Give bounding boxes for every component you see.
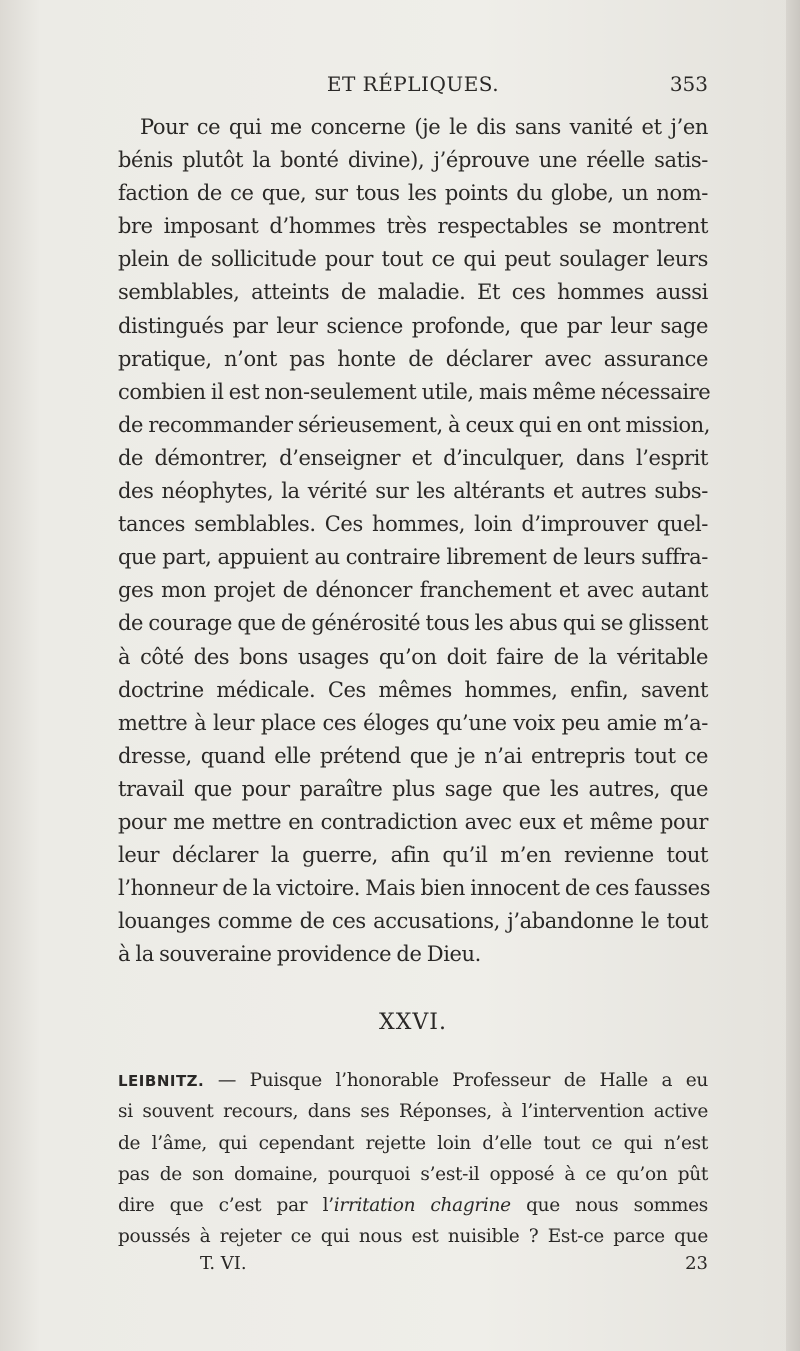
dialogue-paragraph [118, 1065, 708, 1253]
sheet-number: 23 [685, 1253, 708, 1274]
dialogue-line: si souvent recours, dans ses Réponses, à l’intervention active [118, 1101, 708, 1123]
body-line: mettre à leur place ces éloges qu’une voix peu amie m’a- [118, 710, 708, 735]
body-line: que part, appuient au contraire librement de leurs suffra- [118, 545, 708, 570]
body-line: faction de ce que, sur tous les points du globe, un nom- [118, 181, 708, 206]
signature-mark: T. VI. [200, 1253, 247, 1274]
body-line: dresse, quand elle prétend que je n’ai entrepris tout ce [118, 743, 708, 768]
body-line: Pour ce qui me concerne (je le dis sans vanité et j’en [140, 115, 708, 139]
dialogue-line: de l’âme, qui cependant rejette loin d’elle tout ce qui n’est [118, 1132, 708, 1154]
body-line: à la souveraine providence de Dieu. [118, 942, 481, 967]
section-heading: XXVI. [379, 1010, 447, 1035]
speaker-name: LEIBNITZ. [118, 1072, 205, 1090]
body-paragraph [118, 111, 711, 971]
body-line: plein de sollicitude pour tout ce qui peut soulager leurs [118, 247, 708, 272]
dialogue-text: — Puisque l’honorable Professeur de Halle a eu [204, 1070, 708, 1091]
dialogue-line: poussés à rejeter ce qui nous est nuisible ? Est-ce parce que [118, 1226, 708, 1248]
dialogue-line [118, 1190, 708, 1221]
body-line: tances semblables. Ces hommes, loin d’improuver quel- [118, 512, 708, 537]
body-line: travail que pour paraître plus sage que les autres, que [118, 776, 708, 801]
body-line: semblables, atteints de maladie. Et ces hommes aussi [118, 280, 708, 305]
body-line: combien il est non-seulement utile, mais même nécessaire [118, 379, 711, 404]
page-edge [786, 0, 800, 1351]
body-line: de démontrer, d’enseigner et d’inculquer, dans l’esprit [118, 445, 708, 470]
body-line: leur déclarer la guerre, afin qu’il m’en revienne tout [118, 843, 708, 868]
page-footer [200, 1253, 708, 1281]
body-line: doctrine médicale. Ces mêmes hommes, enfin, savent [118, 677, 708, 702]
body-line: l’honneur de la victoire. Mais bien innocent de ces fausses [118, 876, 711, 901]
body-line: de courage que de générosité tous les abus qui se glissent [118, 611, 708, 636]
body-line: de recommander sérieusement, à ceux qui en ont mission, [118, 412, 711, 437]
body-line: louanges comme de ces accusations, j’abandonne le tout [118, 909, 708, 934]
body-line: bénis plutôt la bonté divine), j’éprouve une réelle satis- [118, 148, 708, 173]
dialogue-line: pas de son domaine, pourquoi s’est-il opposé à ce qu’on pût [118, 1163, 708, 1185]
page-number: 353 [669, 72, 708, 96]
body-line: ges mon projet de dénoncer franchement et avec autant [118, 578, 708, 603]
running-head [118, 70, 708, 100]
body-line: des néophytes, la vérité sur les altérants et autres subs- [118, 479, 708, 504]
body-line: pour me mettre en contradiction avec eux et même pour [118, 809, 708, 834]
dialogue-text: que nous sommes [510, 1195, 708, 1217]
body-line: distingués par leur science profonde, que par leur sage [118, 313, 708, 338]
body-line: à côté des bons usages qu’on doit faire de la véritable [118, 644, 708, 669]
body-line: pratique, n’ont pas honte de déclarer avec assurance [118, 346, 708, 371]
body-line: bre imposant d’hommes très respectables se montrent [118, 214, 708, 239]
running-title: ET RÉPLIQUES. [326, 72, 500, 96]
dialogue-text: dire que c’est par l’ [118, 1195, 334, 1217]
dialogue-line [118, 1065, 708, 1096]
emphasis-text: irritation chagrine [333, 1195, 511, 1217]
